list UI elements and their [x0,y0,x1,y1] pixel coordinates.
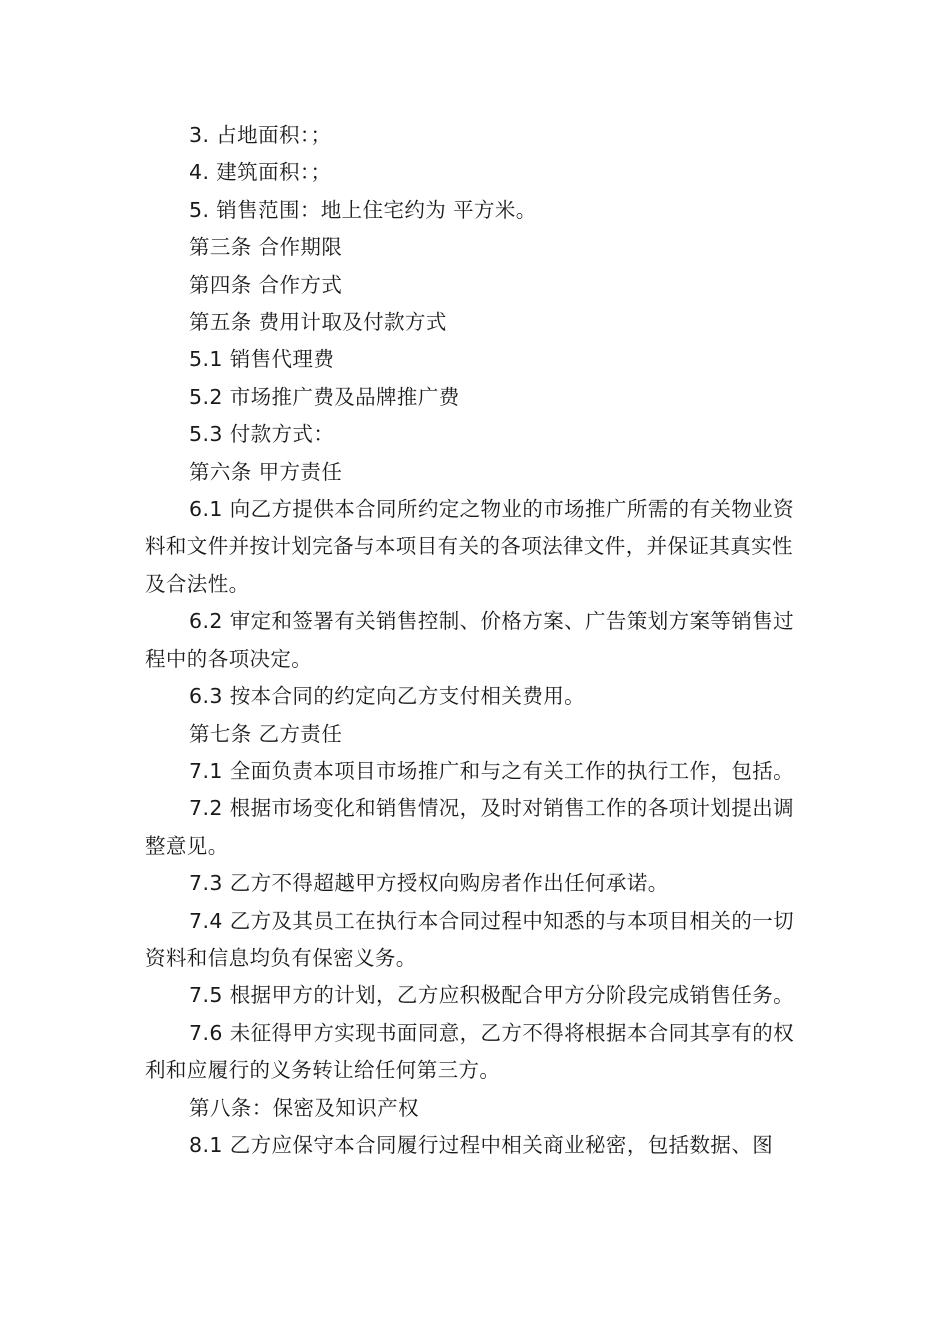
clause-7-5: 7.5 根据甲方的计划，乙方应积极配合甲方分阶段完成销售任务。 [189,983,795,1008]
clause-6-1: 6.1 向乙方提供本合同所约定之物业的市场推广所需的有关物业资料和文件并按计划完备与本项目有关的各项法律文件，并保证其真实性及合法性。 [145,497,795,596]
clause-8-1: 8.1 乙方应保守本合同履行过程中相关商业秘密，包括数据、图 [189,1132,774,1157]
clause-7-6: 7.6 未征得甲方实现书面同意，乙方不得将根据本合同其享有的权利和应履行的义务转让给任何第三方。 [145,1020,795,1083]
clause-5-2: 5.2 市场推广费及品牌推广费 [189,384,460,409]
article-7-heading: 第七条 乙方责任 [189,721,343,746]
document-body [145,117,807,1164]
clause-7-1: 7.1 全面负责本项目市场推广和与之有关工作的执行工作，包括。 [189,758,795,783]
article-5-heading: 第五条 费用计取及付款方式 [189,310,447,335]
paragraph-building-area: 4. 建筑面积：； [189,160,332,185]
article-6-heading: 第六条 甲方责任 [189,459,343,484]
article-3-heading: 第三条 合作期限 [189,235,343,260]
clause-5-3: 5.3 付款方式： [189,422,335,447]
article-4-heading: 第四条 合作方式 [189,272,343,297]
article-8-heading: 第八条：保密及知识产权 [189,1095,419,1120]
clause-7-3: 7.3 乙方不得超越甲方授权向购房者作出任何承诺。 [189,871,669,896]
paragraph-land-area: 3. 占地面积：； [189,123,332,147]
clause-5-1: 5.1 销售代理费 [189,347,335,372]
paragraph-sales-scope: 5. 销售范围：地上住宅约为 平方米。 [189,197,537,222]
clause-7-4: 7.4 乙方及其员工在执行本合同过程中知悉的与本项目相关的一切资料和信息均负有保密义务。 [145,908,795,970]
clause-6-2: 6.2 审定和签署有关销售控制、价格方案、广告策划方案等销售过程中的各项决定。 [145,609,795,671]
clause-6-3: 6.3 按本合同的约定向乙方支付相关费用。 [189,684,586,709]
clause-7-2: 7.2 根据市场变化和销售情况，及时对销售工作的各项计划提出调整意见。 [145,796,795,858]
